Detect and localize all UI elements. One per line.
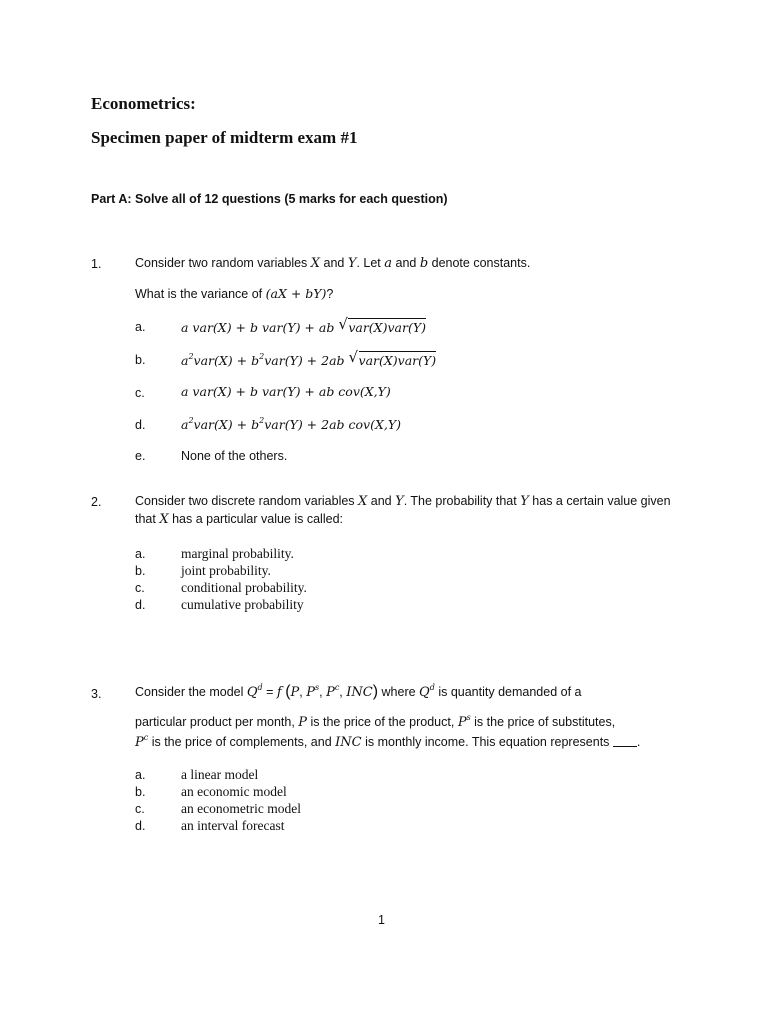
option-text: cumulative probability xyxy=(181,597,304,612)
option-text: a var(X) + b var(Y) + ab √ var(X)var(Y) xyxy=(181,315,426,335)
option-letter: a. xyxy=(135,547,146,561)
option-text: a linear model xyxy=(181,767,259,782)
option-letter: b. xyxy=(135,564,146,578)
question-2-line-2: that X has a particular value is called: xyxy=(135,512,343,527)
option-text: an econometric model xyxy=(181,801,301,816)
option-letter: a. xyxy=(135,768,146,782)
option-letter: e. xyxy=(135,449,146,463)
question-1-line-2: What is the variance of (aX + bY)? xyxy=(135,286,334,301)
option-text: a var(X) + b var(Y) + ab cov(X,Y) xyxy=(181,384,391,399)
option-letter: c. xyxy=(135,802,145,816)
option-text: marginal probability. xyxy=(181,546,294,561)
option-letter: d. xyxy=(135,418,146,432)
option-text: None of the others. xyxy=(181,449,288,463)
option-letter: c. xyxy=(135,386,145,400)
question-number: 2. xyxy=(91,495,102,509)
question-2-line-1: Consider two discrete random variables X and Y. The probability that Y has a certain value given xyxy=(135,494,671,509)
page-title: Econometrics: xyxy=(91,94,196,113)
option-letter: d. xyxy=(135,598,146,612)
page-number: 1 xyxy=(378,913,385,927)
question-3-line-1: Consider the model $Q^d = f$ (P, $P^s$, $P^c$, INC) where $Q^d$ is quantity demanded of a xyxy=(135,683,582,700)
question-number: 3. xyxy=(91,687,102,701)
page-subtitle: Specimen paper of midterm exam #1 xyxy=(91,128,358,147)
option-letter: d. xyxy=(135,819,146,833)
option-text: conditional probability. xyxy=(181,580,307,595)
option-text: an interval forecast xyxy=(181,818,285,833)
question-3-line-3: $P^c$ is the price of complements, and INC is monthly income. This equation represents . xyxy=(135,733,641,750)
option-letter: b. xyxy=(135,353,146,367)
option-text: $a^2var(X) + b^2var(Y) + 2ab$ cov(X,Y) xyxy=(181,416,401,432)
question-3-line-2: particular product per month, P is the price of the product, $P^s$ is the price of substitutes, xyxy=(135,713,616,730)
option-letter: a. xyxy=(135,320,146,334)
option-text: an economic model xyxy=(181,784,287,799)
question-1-line-1: Consider two random variables X and Y. Let a and b denote constants. xyxy=(135,256,531,271)
option-letter: b. xyxy=(135,785,146,799)
option-text: joint probability. xyxy=(181,563,271,578)
option-letter: c. xyxy=(135,581,145,595)
answer-blank xyxy=(613,736,637,747)
part-a-heading: Part A: Solve all of 12 questions (5 marks for each question) xyxy=(91,192,448,206)
option-text: $a^2var(X) + b^2var(Y) + 2ab$ √ var(X)var(Y) xyxy=(181,348,437,368)
question-number: 1. xyxy=(91,257,102,271)
